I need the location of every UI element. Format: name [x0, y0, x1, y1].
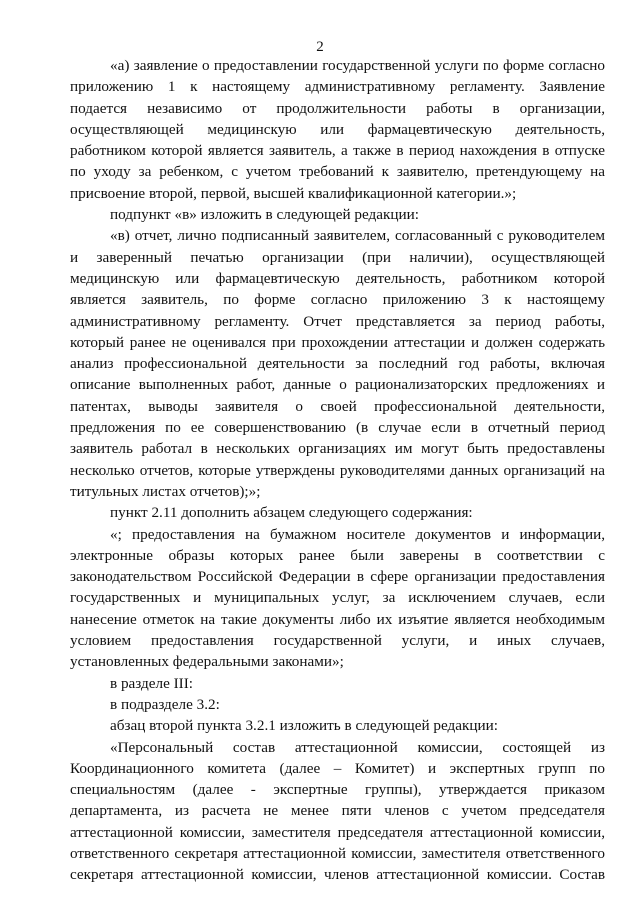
text-line: является заявитель, по форме согласно приложению 3 к настоящему	[70, 291, 605, 309]
text-line: абзац второй пункта 3.2.1 изложить в следующей редакции:	[110, 717, 498, 735]
text-line: государственных и муниципальных услуг, за исключением случаев, если	[70, 589, 605, 607]
text-line: работником которой является заявитель, а также в период нахождения в отпуске	[70, 142, 605, 160]
text-line: в разделе III:	[110, 674, 194, 692]
text-line: патентах, выводы заявителя о своей профессиональной деятельности,	[70, 397, 605, 415]
text-line: «; предоставления на бумажном носителе документов и информации,	[110, 525, 605, 543]
text-line: установленных федеральными законами»;	[70, 653, 344, 671]
text-line: анализ профессиональной деятельности за последний год работы, включая	[70, 355, 605, 373]
text-line: приложению 1 к настоящему административному регламенту. Заявление	[70, 78, 605, 96]
text-line: аттестационной комиссии, заместителя председателя аттестационной комиссии,	[70, 823, 605, 841]
page-number: 2	[316, 39, 324, 55]
text-line: несколько отчетов, которые утверждены руководителями данных организаций на	[70, 461, 605, 479]
text-line: Координационного комитета (далее – Комитет) и экспертных групп по	[70, 759, 605, 777]
text-line: титульных листах отчетов);»;	[70, 482, 261, 500]
text-line: по уходу за ребенком, с учетом требований к заявителю, претендующему на	[70, 163, 605, 181]
text-line: ответственного секретаря аттестационной комиссии, заместителя ответственного	[70, 844, 605, 862]
text-line: подпункт «в» изложить в следующей редакции:	[110, 206, 419, 224]
text-line: законодательством Российской Федерации в сфере организации предоставления	[70, 568, 605, 586]
text-line: нанесение отметок на такие документы либо их изъятие является необходимым	[70, 610, 605, 628]
text-line: административному регламенту. Отчет представляется за период работы,	[70, 312, 605, 330]
text-line: департамента, из расчета не менее пяти членов с учетом председателя	[70, 802, 605, 820]
text-line: который ранее не оценивался при прохождении аттестации и должен содержать	[70, 333, 605, 351]
text-line: медицинскую или фармацевтическую деятельность, работником которой	[70, 269, 605, 287]
text-line: присвоение второй, первой, высшей квалификационной категории.»;	[70, 184, 517, 202]
text-line: условием предоставления государственной услуги, и иных случаев,	[70, 632, 605, 650]
text-line: «в) отчет, лично подписанный заявителем, согласованный с руководителем	[110, 227, 605, 245]
text-line: «Персональный состав аттестационной комиссии, состоящей из	[110, 738, 605, 756]
text-line: пункт 2.11 дополнить абзацем следующего содержания:	[110, 504, 473, 522]
text-line: «а) заявление о предоставлении государственной услуги по форме согласно	[110, 57, 605, 74]
text-line: секретаря аттестационной комиссии, членов аттестационной комиссии. Состав	[70, 866, 605, 884]
text-line: электронные образы которых ранее были заверены в соответствии с	[70, 546, 605, 564]
text-line: подается независимо от продолжительности работы в организации,	[70, 99, 605, 117]
text-line: заявитель работал в нескольких организациях им могут быть предоставлены	[70, 440, 605, 458]
document-body	[70, 55, 605, 886]
text-line: в подразделе 3.2:	[110, 695, 220, 713]
text-line: специальностям (далее - экспертные группы), утверждается приказом	[70, 781, 605, 799]
text-line: предложения по ее совершенствованию (в случае если в отчетный период	[70, 419, 605, 437]
text-line: и заверенный печатью организации (при наличии), осуществляющей	[70, 248, 605, 266]
text-line: осуществляющей медицинскую или фармацевтическую деятельность,	[70, 120, 605, 138]
text-line: описание выполненных работ, данные о рационализаторских предложениях и	[70, 376, 605, 394]
